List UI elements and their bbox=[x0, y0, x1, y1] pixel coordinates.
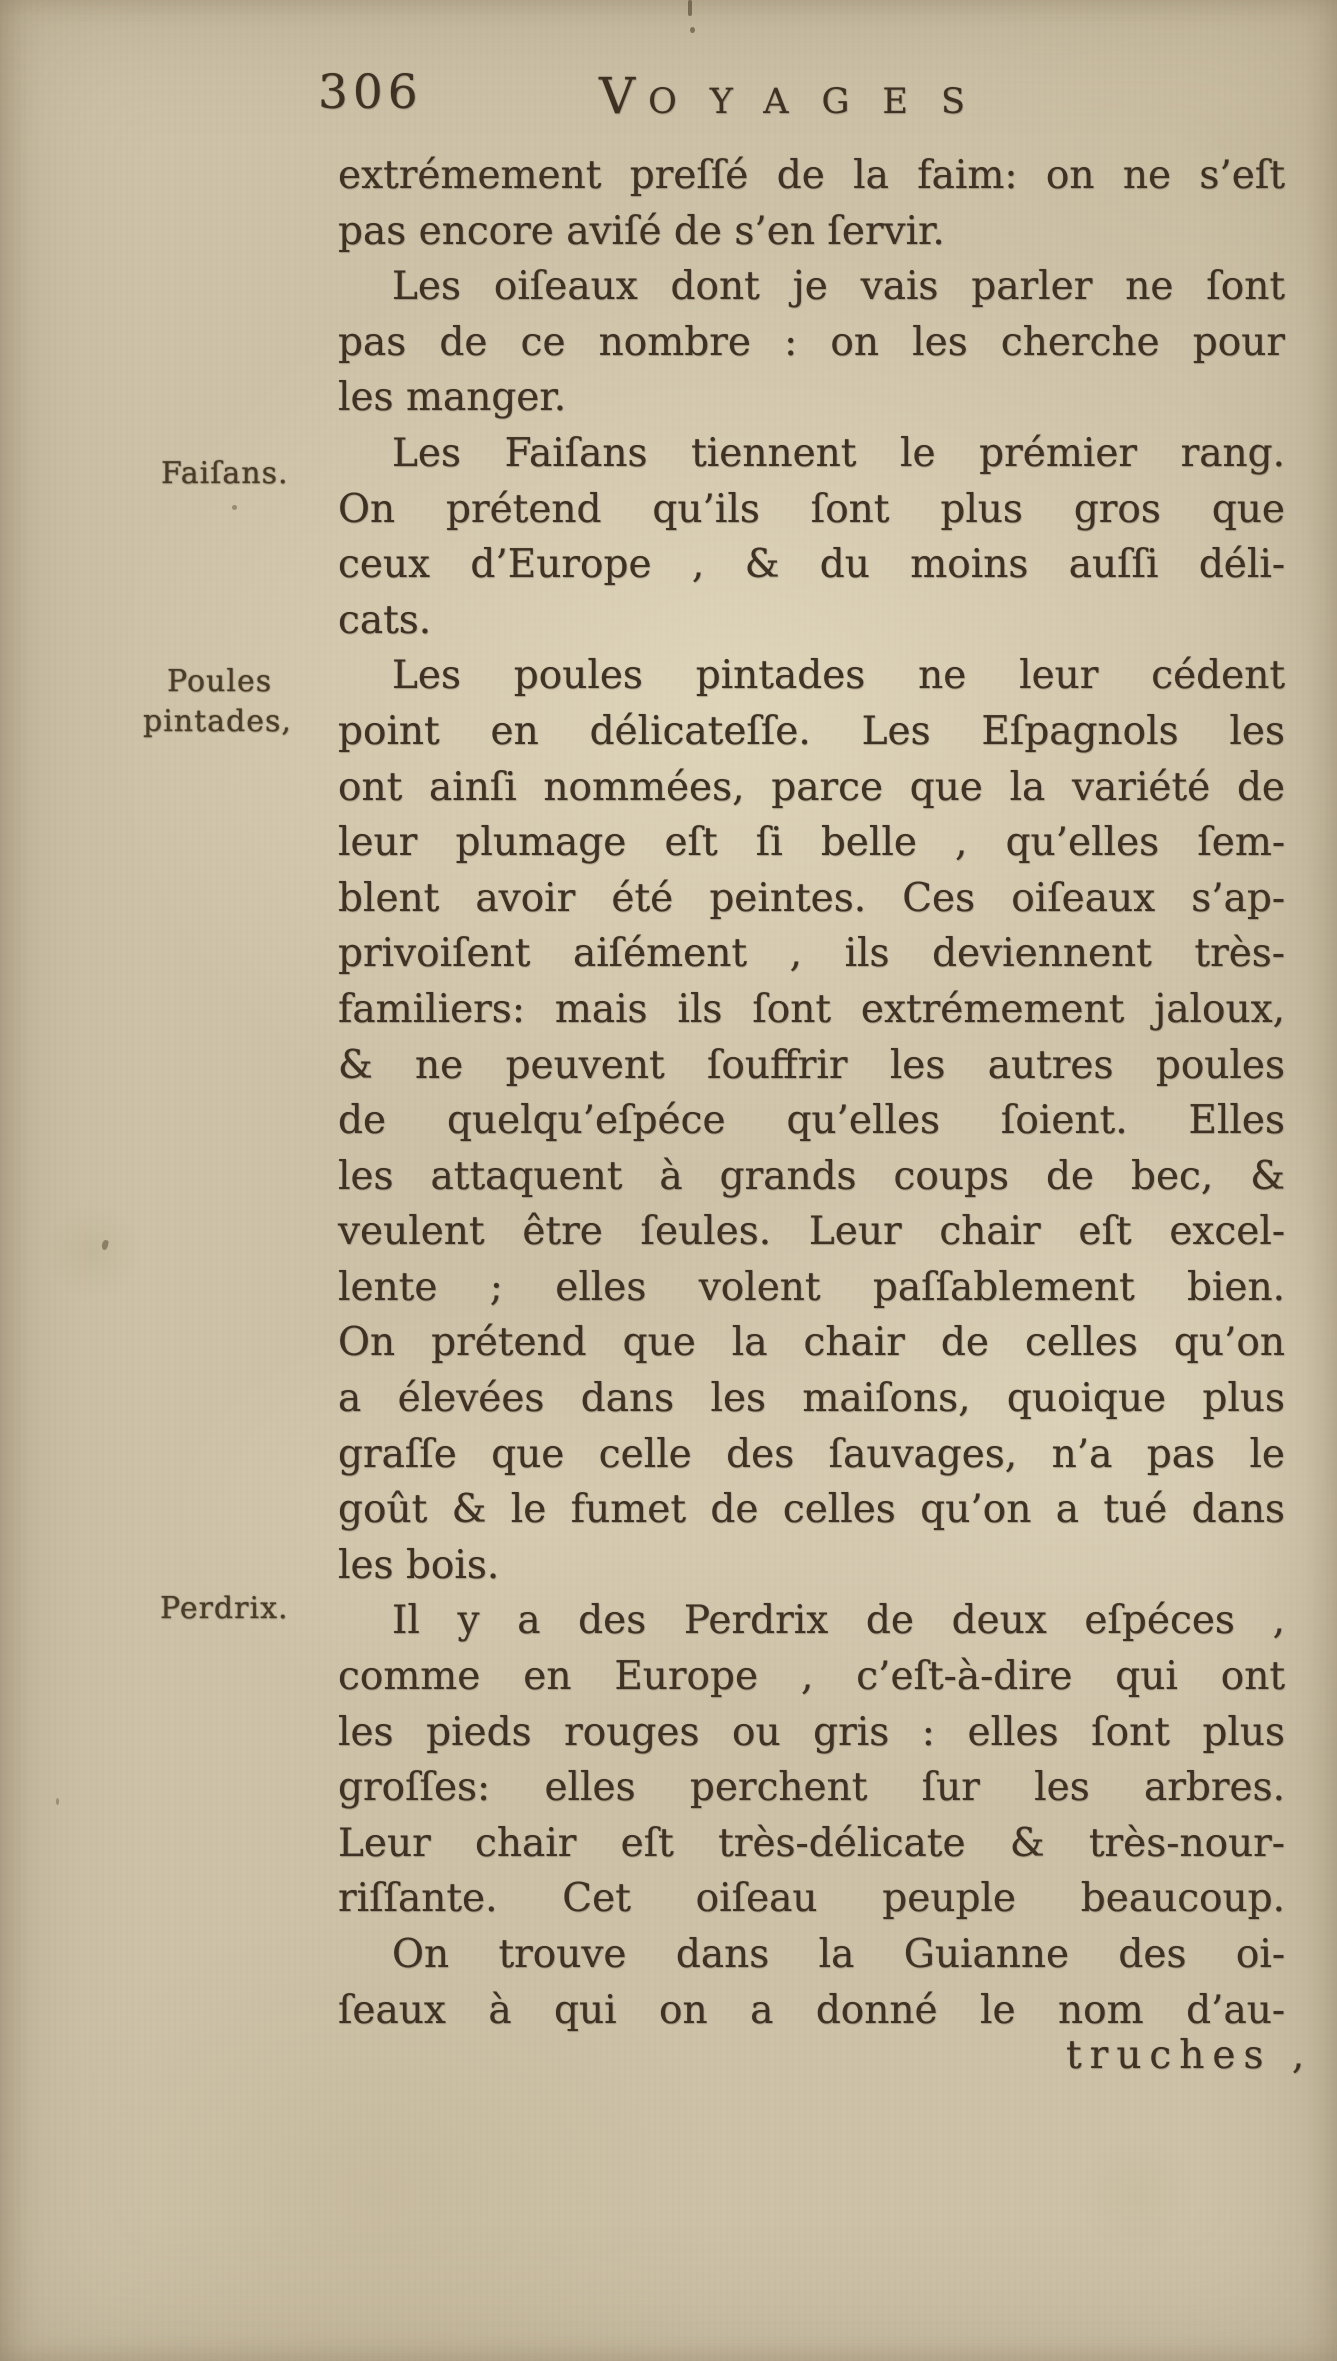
page-number: 306 bbox=[318, 65, 423, 120]
running-title-initial: V bbox=[599, 67, 636, 125]
ink-speck bbox=[56, 1798, 59, 1805]
margin-note-perdrix: Perdrix. bbox=[160, 1591, 289, 1626]
body-line: veulent être ſeules. Leur chair eſt excel- bbox=[338, 1209, 1285, 1255]
body-line: de quelqu’eſpéce qu’elles ſoient. Elles bbox=[338, 1098, 1285, 1144]
ink-speck bbox=[690, 27, 695, 33]
body-line: Il y a des Perdrix de deux eſpéces , bbox=[392, 1598, 1285, 1644]
catchword: truches , bbox=[1066, 2033, 1313, 2078]
margin-note-faisans: Faiſans. bbox=[161, 456, 289, 491]
body-line: les bois. bbox=[338, 1542, 500, 1588]
running-title-rest: OYAGES bbox=[648, 82, 998, 122]
body-line: leur plumage eſt ſi belle , qu’elles ſem- bbox=[338, 820, 1285, 866]
body-line: On prétend qu’ils ſont plus gros que bbox=[338, 486, 1285, 532]
body-line: extrémement preſſé de la faim: on ne s’eſt bbox=[338, 153, 1285, 198]
ink-speck bbox=[688, 0, 692, 16]
margin-note-pintades: pintades, bbox=[143, 704, 292, 739]
body-line: Les poules pintades ne leur cédent bbox=[392, 653, 1285, 699]
body-line: ſeaux à qui on a donné le nom d’au- bbox=[338, 1987, 1285, 2033]
body-line: point en délicateſſe. Les Eſpagnols les bbox=[338, 708, 1285, 754]
body-line: Les Faiſans tiennent le prémier rang. bbox=[392, 430, 1285, 476]
body-line: pas encore aviſé de s’en ſervir. bbox=[338, 208, 945, 254]
body-line: privoiſent aiſément , ils deviennent très- bbox=[338, 931, 1285, 977]
body-line: graſſe que celle des ſauvages, n’a pas le bbox=[338, 1431, 1285, 1477]
body-line: blent avoir été peintes. Ces oiſeaux s’ap- bbox=[338, 875, 1285, 921]
ink-speck bbox=[232, 505, 237, 510]
body-line: Les oiſeaux dont je vais parler ne ſont bbox=[392, 264, 1285, 310]
body-line: On trouve dans la Guianne des oi- bbox=[392, 1932, 1285, 1977]
running-title bbox=[599, 67, 998, 125]
body-line: a élevées dans les maiſons, quoique plus bbox=[338, 1376, 1285, 1422]
body-line: On prétend que la chair de celles qu’on bbox=[338, 1320, 1285, 1366]
body-line: ont ainſi nommées, parce que la variété de bbox=[338, 764, 1285, 810]
body-line: goût & le fumet de celles qu’on a tué dans bbox=[338, 1487, 1285, 1533]
body-line: groſſes: elles perchent ſur les arbres. bbox=[338, 1765, 1285, 1811]
body-text-block bbox=[338, 148, 1285, 2038]
body-line: les pieds rouges ou gris : elles ſont plus bbox=[338, 1709, 1285, 1755]
body-line: cats. bbox=[338, 597, 432, 643]
body-line: riſſante. Cet oiſeau peuple beaucoup. bbox=[338, 1876, 1285, 1922]
margin-note-poules: Poules bbox=[167, 664, 273, 699]
body-line: ceux d’Europe , & du moins auſſi déli- bbox=[338, 542, 1285, 588]
body-line: comme en Europe , c’eſt-à-dire qui ont bbox=[338, 1654, 1285, 1700]
body-line: lente ; elles volent paſſablement bien. bbox=[338, 1264, 1285, 1310]
body-line: les attaquent à grands coups de bec, & bbox=[338, 1153, 1285, 1199]
body-line: & ne peuvent ſouffrir les autres poules bbox=[338, 1042, 1285, 1088]
body-line: familiers: mais ils ſont extrémement jaloux, bbox=[338, 986, 1285, 1032]
ink-speck bbox=[101, 1239, 109, 1250]
body-line: les manger. bbox=[338, 375, 567, 421]
body-line: Leur chair eſt très-délicate & très-nour- bbox=[338, 1820, 1285, 1866]
body-line: pas de ce nombre : on les cherche pour bbox=[338, 319, 1285, 365]
